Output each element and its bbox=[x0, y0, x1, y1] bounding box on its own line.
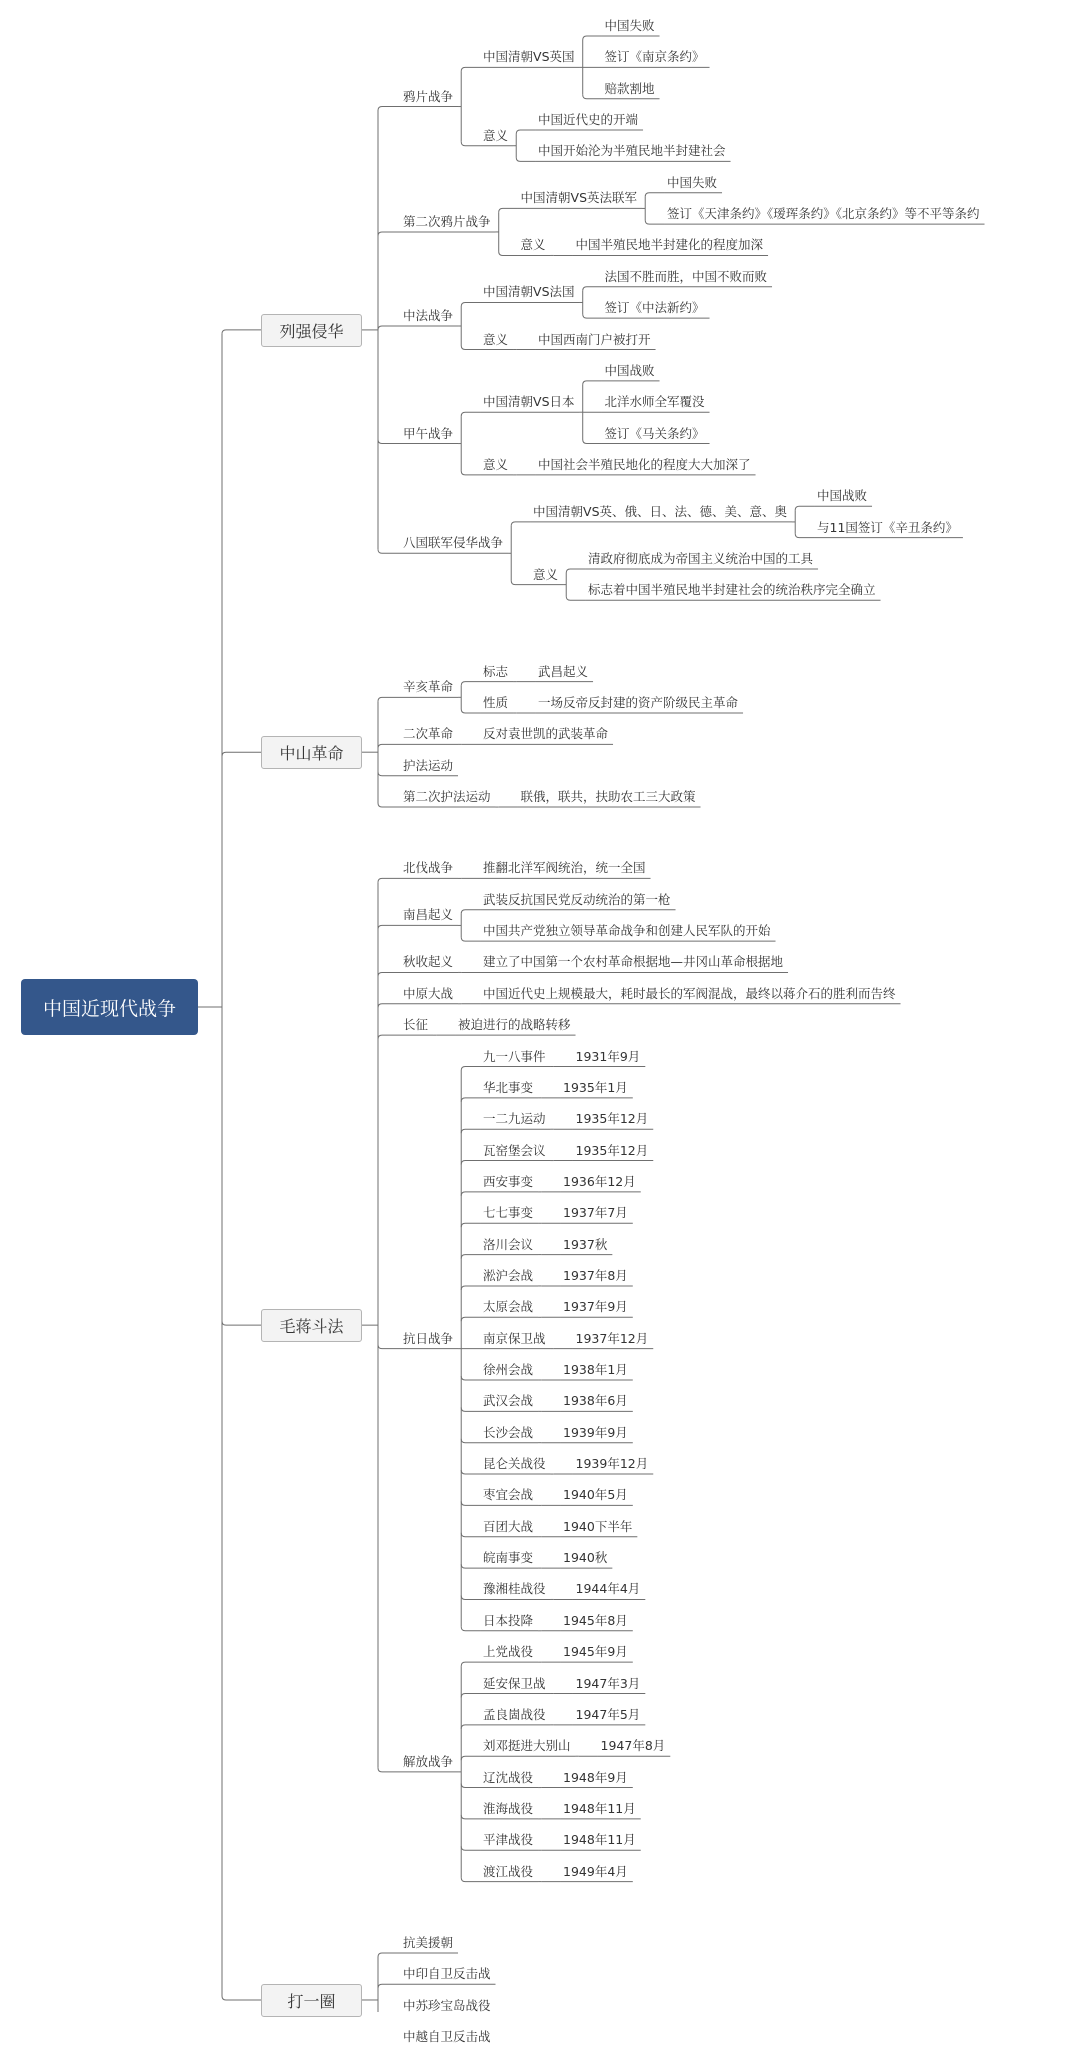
leaf-topic[interactable]: 中国社会半殖民地化的程度大大加深了 bbox=[538, 456, 751, 472]
level2-topic[interactable]: 鸦片战争 bbox=[403, 88, 454, 104]
leaf-topic[interactable]: 中国战败 bbox=[817, 488, 868, 504]
leaf-topic[interactable]: 1945年8月 bbox=[563, 1612, 628, 1628]
branch-topic[interactable]: 一二九运动 bbox=[483, 1111, 546, 1127]
leaf-topic[interactable]: 1948年11月 bbox=[563, 1832, 636, 1848]
level2-topic[interactable]: 秋收起义 bbox=[403, 954, 454, 970]
branch-topic[interactable]: 上党战役 bbox=[483, 1644, 534, 1660]
branch-topic[interactable]: 南京保卫战 bbox=[483, 1330, 546, 1346]
leaf-topic[interactable]: 1944年4月 bbox=[575, 1581, 641, 1597]
branch-topic[interactable]: 中国清朝VS日本 bbox=[483, 394, 575, 410]
leaf-topic[interactable]: 中国半殖民地半封建化的程度加深 bbox=[575, 237, 764, 253]
level2-topic[interactable]: 中越自卫反击战 bbox=[403, 2029, 491, 2044]
level2-topic[interactable]: 中法战争 bbox=[403, 307, 454, 323]
branch-topic[interactable]: 昆仑关战役 bbox=[483, 1456, 546, 1472]
leaf-topic[interactable]: 1937年8月 bbox=[563, 1267, 628, 1283]
level2-topic[interactable]: 中苏珍宝岛战役 bbox=[403, 1997, 491, 2013]
branch-topic[interactable]: 徐州会战 bbox=[483, 1362, 534, 1377]
leaf-topic[interactable]: 北洋水师全军覆没 bbox=[604, 394, 705, 410]
leaf-topic[interactable]: 签订《天津条约》《瑷珲条约》《北京条约》等不平等条约 bbox=[667, 206, 980, 222]
leaf-topic[interactable]: 中国失败 bbox=[604, 18, 655, 33]
leaf-topic[interactable]: 标志着中国半殖民地半封建社会的统治秩序完全确立 bbox=[588, 582, 876, 598]
branch-topic[interactable]: 豫湘桂战役 bbox=[483, 1581, 546, 1597]
branch-topic[interactable]: 西安事变 bbox=[483, 1173, 534, 1189]
branch-topic[interactable]: 平津战役 bbox=[483, 1832, 534, 1848]
branch-topic[interactable]: 刘邓挺进大别山 bbox=[483, 1738, 571, 1754]
leaf-topic[interactable]: 1945年9月 bbox=[563, 1644, 628, 1660]
leaf-topic[interactable]: 1939年9月 bbox=[563, 1424, 628, 1440]
level2-topic[interactable]: 解放战争 bbox=[403, 1753, 454, 1769]
leaf-topic[interactable]: 1947年8月 bbox=[600, 1738, 666, 1754]
branch-topic[interactable]: 七七事变 bbox=[483, 1205, 534, 1221]
leaf-topic[interactable]: 中国近代史的开端 bbox=[538, 112, 639, 128]
level2-topic[interactable]: 中印自卫反击战 bbox=[403, 1966, 491, 1982]
leaf-topic[interactable]: 1937秋 bbox=[563, 1236, 608, 1252]
leaf-topic[interactable]: 1938年6月 bbox=[563, 1393, 628, 1409]
leaf-topic[interactable]: 1948年11月 bbox=[563, 1800, 636, 1816]
leaf-topic[interactable]: 1937年9月 bbox=[563, 1299, 628, 1315]
branch-topic[interactable]: 意义 bbox=[483, 456, 509, 472]
leaf-topic[interactable]: 1935年1月 bbox=[563, 1079, 628, 1095]
leaf-topic[interactable]: 与11国签订《辛丑条约》 bbox=[817, 519, 958, 535]
branch-topic[interactable]: 性质 bbox=[483, 695, 509, 710]
level2-topic[interactable]: 第二次鸦片战争 bbox=[403, 213, 491, 229]
leaf-topic[interactable]: 1947年5月 bbox=[575, 1706, 641, 1722]
branch-topic[interactable]: 长沙会战 bbox=[483, 1424, 534, 1440]
branch-topic[interactable]: 中国清朝VS法国 bbox=[483, 284, 575, 300]
branch-topic[interactable]: 皖南事变 bbox=[483, 1550, 534, 1566]
leaf-topic[interactable]: 联俄，联共，扶助农工三大政策 bbox=[520, 789, 696, 805]
leaf-topic[interactable]: 1931年9月 bbox=[575, 1048, 641, 1064]
level2-topic[interactable]: 中原大战 bbox=[403, 985, 454, 1001]
branch-topic[interactable]: 九一八事件 bbox=[483, 1048, 546, 1064]
branch-topic[interactable]: 意义 bbox=[533, 566, 559, 582]
category-topic[interactable]: 中山革命 bbox=[261, 736, 362, 769]
leaf-topic[interactable]: 1935年12月 bbox=[575, 1111, 649, 1127]
level2-topic[interactable]: 二次革命 bbox=[403, 726, 454, 742]
leaf-topic[interactable]: 签订《南京条约》 bbox=[604, 49, 705, 65]
branch-topic[interactable]: 意义 bbox=[483, 127, 509, 143]
branch-topic[interactable]: 意义 bbox=[520, 237, 546, 253]
branch-topic[interactable]: 淮海战役 bbox=[483, 1800, 534, 1816]
category-topic[interactable]: 毛蒋斗法 bbox=[261, 1309, 362, 1342]
leaf-topic[interactable]: 反对袁世凯的武装革命 bbox=[483, 726, 609, 742]
leaf-topic[interactable]: 1939年12月 bbox=[575, 1456, 649, 1472]
branch-topic[interactable]: 辽沈战役 bbox=[483, 1769, 534, 1785]
leaf-topic[interactable]: 中国西南门户被打开 bbox=[538, 331, 651, 347]
leaf-topic[interactable]: 武昌起义 bbox=[538, 663, 589, 679]
branch-topic[interactable]: 太原会战 bbox=[483, 1299, 534, 1315]
root-topic[interactable]: 中国近现代战争 bbox=[21, 979, 198, 1035]
leaf-topic[interactable]: 中国战败 bbox=[604, 362, 655, 378]
leaf-topic[interactable]: 1937年7月 bbox=[563, 1205, 628, 1221]
level2-topic[interactable]: 第二次护法运动 bbox=[403, 789, 491, 805]
branch-topic[interactable]: 百团大战 bbox=[483, 1518, 534, 1534]
branch-topic[interactable]: 武汉会战 bbox=[483, 1393, 534, 1409]
branch-topic[interactable]: 洛川会议 bbox=[483, 1236, 534, 1252]
leaf-topic[interactable]: 建立了中国第一个农村革命根据地—井冈山革命根据地 bbox=[483, 954, 784, 970]
leaf-topic[interactable]: 1949年4月 bbox=[563, 1863, 628, 1879]
branch-topic[interactable]: 华北事变 bbox=[483, 1079, 534, 1095]
level2-topic[interactable]: 长征 bbox=[403, 1017, 429, 1033]
level2-topic[interactable]: 辛亥革命 bbox=[403, 679, 454, 695]
leaf-topic[interactable]: 1937年12月 bbox=[575, 1330, 649, 1346]
branch-topic[interactable]: 延安保卫战 bbox=[483, 1675, 546, 1691]
leaf-topic[interactable]: 签订《中法新约》 bbox=[604, 300, 705, 316]
leaf-topic[interactable]: 1940年5月 bbox=[563, 1487, 628, 1503]
level2-topic[interactable]: 护法运动 bbox=[403, 757, 454, 773]
leaf-topic[interactable]: 中国开始沦为半殖民地半封建社会 bbox=[538, 143, 726, 159]
leaf-topic[interactable]: 法国不胜而胜，中国不败而败 bbox=[604, 268, 768, 284]
level2-topic[interactable]: 抗日战争 bbox=[403, 1330, 454, 1346]
category-topic[interactable]: 打一圈 bbox=[261, 1984, 362, 2017]
branch-topic[interactable]: 中国清朝VS英法联军 bbox=[520, 190, 638, 206]
category-topic[interactable]: 列强侵华 bbox=[261, 314, 362, 347]
leaf-topic[interactable]: 中国近代史上规模最大，耗时最长的军阀混战，最终以蒋介石的胜利而告终 bbox=[483, 985, 896, 1001]
leaf-topic[interactable]: 武装反抗国民党反动统治的第一枪 bbox=[483, 891, 671, 907]
leaf-topic[interactable]: 赔款割地 bbox=[604, 80, 655, 96]
leaf-topic[interactable]: 中国失败 bbox=[667, 174, 718, 190]
level2-topic[interactable]: 甲午战争 bbox=[403, 425, 454, 441]
leaf-topic[interactable]: 1938年1月 bbox=[563, 1362, 628, 1377]
leaf-topic[interactable]: 签订《马关条约》 bbox=[604, 425, 705, 441]
branch-topic[interactable]: 标志 bbox=[483, 663, 509, 679]
level2-topic[interactable]: 八国联军侵华战争 bbox=[403, 535, 504, 551]
branch-topic[interactable]: 枣宜会战 bbox=[483, 1487, 534, 1503]
branch-topic[interactable]: 中国清朝VS英国 bbox=[483, 49, 575, 65]
leaf-topic[interactable]: 一场反帝反封建的资产阶级民主革命 bbox=[538, 695, 739, 710]
leaf-topic[interactable]: 推翻北洋军阀统治，统一全国 bbox=[483, 860, 646, 876]
leaf-topic[interactable]: 1947年3月 bbox=[575, 1675, 641, 1691]
branch-topic[interactable]: 日本投降 bbox=[483, 1612, 534, 1628]
branch-topic[interactable]: 渡江战役 bbox=[483, 1863, 534, 1879]
branch-topic[interactable]: 淞沪会战 bbox=[483, 1267, 534, 1283]
leaf-topic[interactable]: 1935年12月 bbox=[575, 1142, 649, 1158]
branch-topic[interactable]: 瓦窑堡会议 bbox=[483, 1142, 546, 1158]
level2-topic[interactable]: 南昌起义 bbox=[403, 907, 454, 923]
branch-topic[interactable]: 中国清朝VS英、俄、日、法、德、美、意、奥 bbox=[533, 503, 788, 519]
branch-topic[interactable]: 意义 bbox=[483, 331, 509, 347]
leaf-topic[interactable]: 1940秋 bbox=[563, 1550, 608, 1566]
level2-topic[interactable]: 抗美援朝 bbox=[403, 1934, 454, 1950]
leaf-topic[interactable]: 清政府彻底成为帝国主义统治中国的工具 bbox=[588, 550, 814, 566]
leaf-topic[interactable]: 1936年12月 bbox=[563, 1173, 636, 1189]
branch-topic[interactable]: 孟良崮战役 bbox=[483, 1706, 546, 1722]
leaf-topic[interactable]: 1940下半年 bbox=[563, 1518, 633, 1534]
level2-topic[interactable]: 北伐战争 bbox=[403, 860, 454, 876]
leaf-topic[interactable]: 中国共产党独立领导革命战争和创建人民军队的开始 bbox=[483, 923, 771, 939]
leaf-topic[interactable]: 1948年9月 bbox=[563, 1769, 628, 1785]
leaf-topic[interactable]: 被迫进行的战略转移 bbox=[458, 1017, 571, 1033]
